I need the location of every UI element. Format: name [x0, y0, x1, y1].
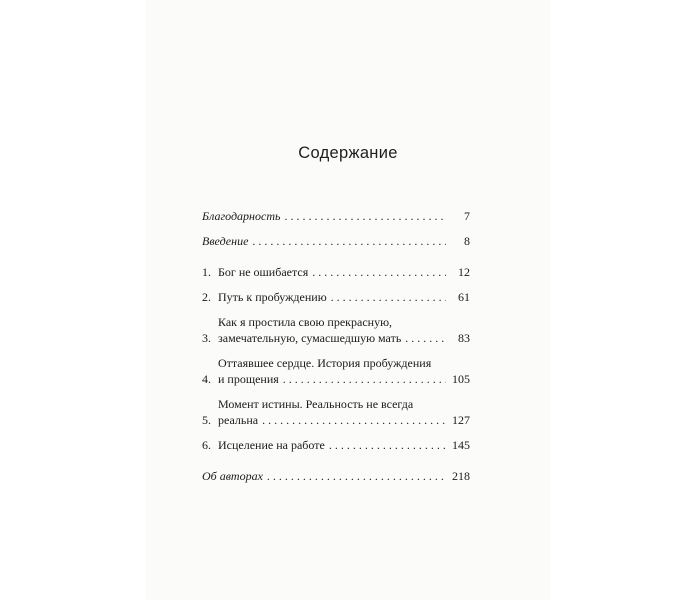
chapter-title-line-1: Оттаявшее сердце. История пробуждения — [218, 356, 432, 370]
dot-leader — [262, 412, 446, 428]
chapter-number: 2. — [202, 290, 211, 304]
chapter-title-line-1: Как я простила свою прекрасную, — [218, 315, 393, 329]
toc-entry-chapter-1 — [202, 264, 470, 280]
toc-page-number: 105 — [452, 372, 470, 386]
chapter-number: 1. — [202, 265, 211, 279]
chapter-title: Путь к пробуждению — [218, 290, 327, 304]
toc-page-number: 8 — [464, 234, 470, 248]
dot-leader — [329, 437, 446, 453]
toc-entry-about-authors — [202, 468, 470, 484]
toc-page-number: 7 — [464, 209, 470, 223]
toc-entry-chapter-3 — [202, 314, 470, 346]
chapter-title-line-2: реальна — [218, 413, 259, 427]
chapter-title-line-1: Момент истины. Реальность не всегда — [218, 397, 414, 411]
chapter-title-line-2: замечательную, сумасшедшую мать — [218, 331, 402, 345]
chapter-title: Исцеление на работе — [218, 438, 325, 452]
dot-leader — [405, 330, 446, 346]
chapter-number: 4. — [202, 372, 211, 386]
toc-entry-introduction — [202, 233, 470, 249]
toc-page-number: 83 — [458, 331, 470, 345]
toc-entry-acknowledgements — [202, 208, 470, 224]
toc-entry-chapter-5 — [202, 396, 470, 428]
toc-page-number: 127 — [452, 413, 470, 427]
toc-entry-chapter-6 — [202, 437, 470, 453]
book-page — [146, 0, 550, 600]
toc-entry-label: Об авторах — [202, 469, 263, 483]
toc-page-number: 12 — [458, 265, 470, 279]
toc-page-number: 145 — [452, 438, 470, 452]
chapter-title: Бог не ошибается — [218, 265, 309, 279]
chapter-number: 6. — [202, 438, 211, 452]
toc-entry-label: Благодарность — [202, 209, 281, 223]
dot-leader — [331, 289, 446, 305]
toc-entry-chapter-4 — [202, 355, 470, 387]
dot-leader — [312, 264, 446, 280]
dot-leader — [283, 371, 446, 387]
toc-entry-chapter-2 — [202, 289, 470, 305]
toc-page-number: 218 — [452, 469, 470, 483]
dot-leader — [267, 468, 446, 484]
dot-leader — [252, 233, 446, 249]
chapter-number: 5. — [202, 413, 211, 427]
table-of-contents — [202, 208, 470, 493]
chapter-number: 3. — [202, 331, 211, 345]
chapter-title-line-2: и прощения — [218, 372, 279, 386]
toc-page-number: 61 — [458, 290, 470, 304]
dot-leader — [284, 208, 446, 224]
page-title: Содержание — [298, 144, 398, 162]
toc-entry-label: Введение — [202, 234, 249, 248]
